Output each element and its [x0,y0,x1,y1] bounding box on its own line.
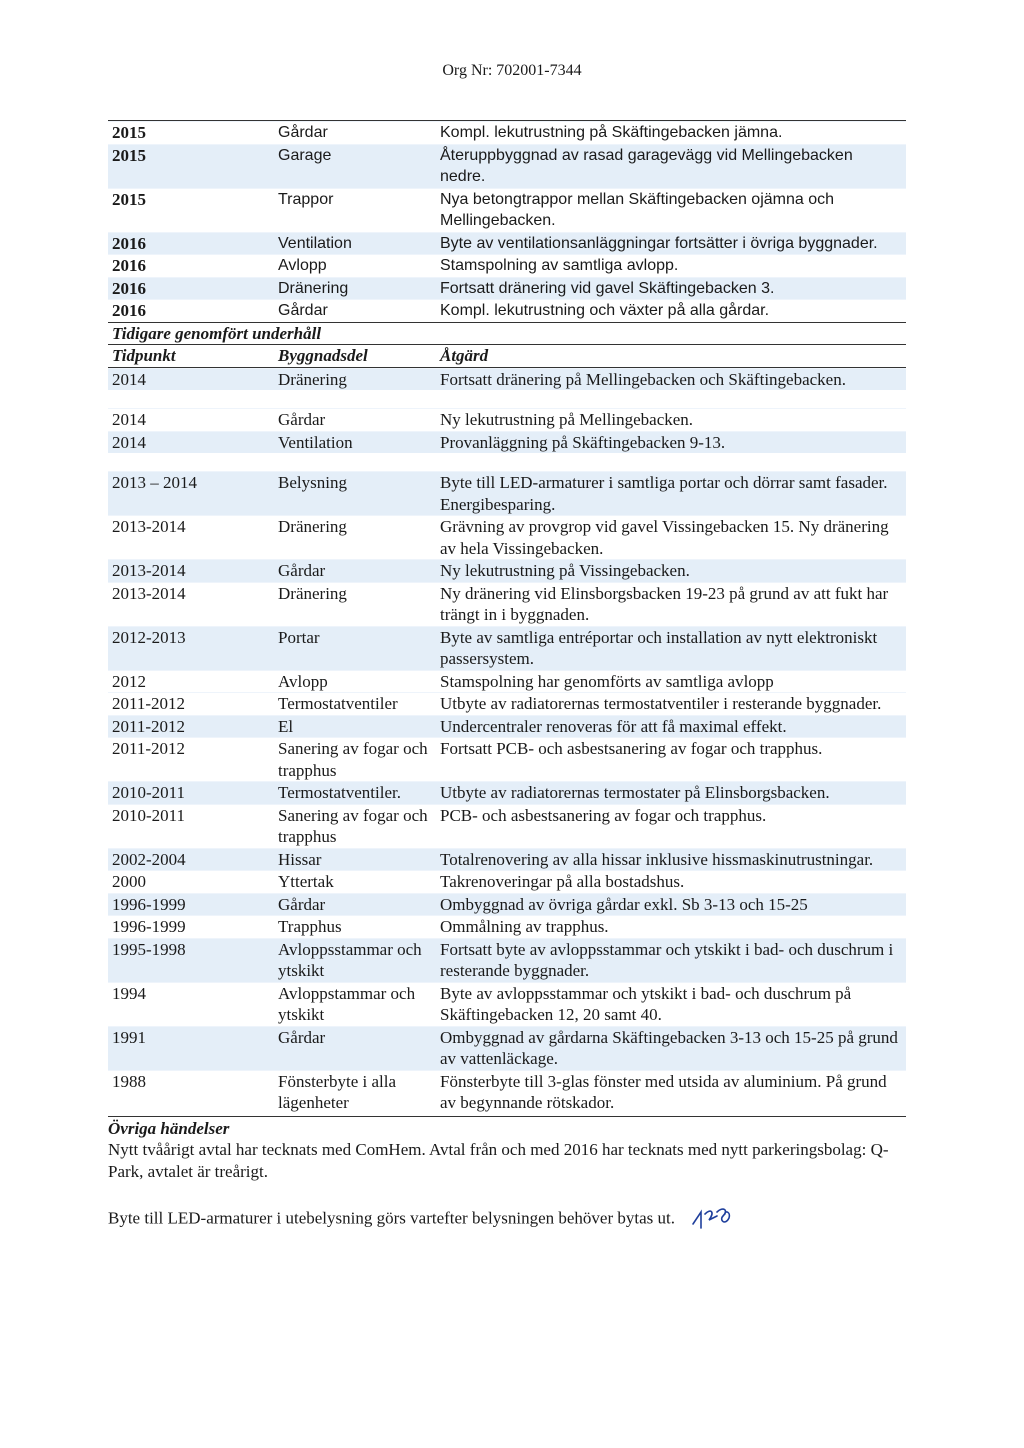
row-building-part: Trappor [278,190,334,208]
table-row [108,121,906,144]
row-year: 1991 [112,1027,146,1047]
table-row [108,915,906,938]
row-action: Ny lekutrustning på Vissingebacken. [440,561,690,580]
table-row [108,670,906,693]
row-year: 2014 [112,369,146,389]
table-row [108,515,906,559]
table-row [108,254,906,277]
planned-maintenance-table [108,121,906,322]
row-building-part: Gårdar [278,561,326,580]
table-row [108,870,906,893]
row-year: 2002-2004 [112,849,186,869]
maintenance-document [108,120,906,1238]
row-action: Byte av ventilationsanläggningar fortsätter i övriga byggnader. [440,234,878,252]
table-row [108,299,906,322]
row-building-part: Gårdar [278,410,326,429]
row-action: Provanläggning på Skäftingebacken 9-13. [440,432,726,452]
row-year: 2011-2012 [112,739,186,758]
row-building-part: El [278,716,294,736]
table-row [108,431,906,454]
row-building-part: Avlopp [278,257,327,274]
row-action: Nya betongtrappor mellan Skäftingebacken ojämna och Mellingebacken. [440,190,835,229]
row-year: 2016 [112,233,146,253]
row-building-part: Termostatventiler [278,694,398,713]
row-action: Fortsatt dränering vid gavel Skäftingebacken 3. [440,279,775,297]
table-row [108,1026,906,1070]
row-year: 2016 [112,301,146,320]
row-action: Byte till LED-armaturer i samtliga portar och dörrar samt fasader. Energibesparing. [440,473,888,514]
row-year: 2014 [112,432,146,452]
row-building-part: Garage [278,146,332,164]
row-action: Kompl. lekutrustning på Skäftingebacken jämna. [440,124,783,141]
row-action: Ombyggnad av gårdarna Skäftingebacken 3-13 och 15-25 på grund av vattenläckage. [440,1027,898,1068]
row-year: 2010-2011 [112,805,186,825]
row-action: Totalrenovering av alla hissar inklusive hissmaskinutrustningar. [440,849,874,869]
row-building-part: Portar [278,627,320,647]
row-year: 2016 [112,278,146,298]
row-building-part: Avloppsstammar och ytskikt [278,939,422,980]
row-building-part: Gårdar [278,302,328,319]
row-year: 2011-2012 [112,694,186,713]
row-action: Byte av avloppsstammar och ytskikt i bad- och duschrum på Skäftingebacken 12, 20 samt 40. [440,983,852,1024]
row-action: Stamspolning av samtliga avlopp. [440,257,679,274]
table-row [108,982,906,1026]
table-row [108,938,906,982]
row-action: Fönsterbyte till 3-glas fönster med utsida av aluminium. På grund av begynnande rötskador. [440,1071,887,1112]
table-row [108,715,906,738]
row-action: Ny lekutrustning på Mellingebacken. [440,410,694,429]
row-action: Takrenoveringar på alla bostadshus. [440,872,685,891]
row-year: 2013 – 2014 [112,473,197,492]
other-events-title: Övriga händelser [108,1116,906,1140]
row-year: 2016 [112,256,146,275]
row-year: 2011-2012 [112,716,186,736]
col-time: Tidpunkt [112,346,176,365]
row-year: 2013-2014 [112,561,186,580]
row-building-part: Hissar [278,849,322,869]
table-row [108,893,906,916]
table-row [108,692,906,715]
row-building-part: Ventilation [278,234,352,252]
table-row [108,144,906,188]
row-building-part: Termostatventiler. [278,783,401,802]
table-row [108,408,906,431]
handwritten-page-mark [689,1202,739,1238]
previous-maintenance-table [108,368,906,1114]
row-action: Utbyte av radiatorernas termostater på Elinsborgsbacken. [440,783,830,802]
row-building-part: Fönsterbyte i alla lägenheter [278,1071,397,1112]
row-action: Återuppbyggnad av rasad garagevägg vid Mellingebacken nedre. [440,146,853,185]
row-building-part: Gårdar [278,124,328,141]
row-building-part: Gårdar [278,1027,326,1047]
led-note-text: Byte till LED-armaturer i utebelysning görs vartefter belysningen behöver bytas ut. [108,1208,675,1228]
row-year: 2012 [112,671,146,691]
row-spacer [108,390,906,408]
row-year: 1996-1999 [112,894,186,914]
table-row [108,582,906,626]
row-building-part: Sanering av fogar och trapphus [278,739,428,780]
row-building-part: Trapphus [278,917,342,936]
row-year: 1996-1999 [112,917,186,936]
row-year: 2013-2014 [112,517,186,536]
row-building-part: Ventilation [278,432,353,452]
row-building-part: Dränering [278,279,349,297]
row-action: Fortsatt PCB- och asbestsanering av fogar och trapphus. [440,739,823,758]
row-building-part: Belysning [278,473,347,492]
row-year: 2015 [112,189,146,209]
table-row [108,1070,906,1114]
row-building-part: Dränering [278,369,347,389]
col-action: Åtgärd [440,346,489,365]
row-year: 1988 [112,1071,146,1091]
previous-section-title: Tidigare genomfört underhåll [112,323,322,343]
row-building-part: Dränering [278,583,347,603]
row-year: 2014 [112,410,146,429]
column-headers [108,344,906,368]
table-row [108,277,906,300]
row-building-part: Avloppstammar och ytskikt [278,983,416,1024]
row-action: Fortsatt dränering på Mellingebacken och Skäftingebacken. [440,369,846,389]
table-row [108,626,906,670]
row-year: 2012-2013 [112,627,186,647]
row-year: 2015 [112,123,146,142]
row-building-part: Gårdar [278,894,326,914]
table-row [108,471,906,515]
row-year: 1994 [112,983,146,1003]
table-row [108,559,906,582]
col-part: Byggnadsdel [278,346,368,365]
table-row [108,368,906,391]
row-action: Undercentraler renoveras för att få maximal effekt. [440,716,787,736]
row-building-part: Yttertak [278,872,334,891]
row-building-part: Avlopp [278,671,328,691]
row-action: Byte av samtliga entréportar och installation av nytt elektroniskt passersystem. [440,627,878,668]
row-year: 2000 [112,872,146,891]
row-action: PCB- och asbestsanering av fogar och trapphus. [440,805,767,825]
table-row [108,188,906,232]
row-year: 1995-1998 [112,939,186,959]
other-events-text: Nytt tvåårigt avtal har tecknats med ComHem. Avtal från och med 2016 har tecknats med nytt parkeringsbolag: Q-Park, avtalet är treårigt. [108,1140,889,1181]
org-number: Org Nr: 702001-7344 [442,62,582,79]
row-year: 2015 [112,145,146,165]
row-action: Ommålning av trapphus. [440,917,609,936]
row-building-part: Dränering [278,517,347,536]
table-row [108,848,906,871]
table-row [108,737,906,781]
row-action: Stamspolning har genomförts av samtliga avlopp [440,671,774,691]
row-action: Ny dränering vid Elinsborgsbacken 19-23 på grund av att fukt har trängt in i byggnaden. [440,583,889,624]
row-action: Fortsatt byte av avloppsstammar och ytskikt i bad- och duschrum i resterande byggnader. [440,939,894,980]
row-building-part: Sanering av fogar och trapphus [278,805,428,846]
row-action: Ombyggnad av övriga gårdar exkl. Sb 3-13 och 15-25 [440,894,808,914]
row-action: Kompl. lekutrustning och växter på alla gårdar. [440,302,770,319]
row-year: 2013-2014 [112,583,186,603]
row-year: 2010-2011 [112,783,186,802]
row-spacer [108,453,906,471]
row-action: Grävning av provgrop vid gavel Vissingebacken 15. Ny dränering av hela Vissingebacken. [440,517,889,558]
row-action: Utbyte av radiatorernas termostatventiler i resterande byggnader. [440,694,882,713]
led-note [108,1202,906,1238]
table-row [108,232,906,255]
table-row [108,781,906,804]
table-row [108,804,906,848]
